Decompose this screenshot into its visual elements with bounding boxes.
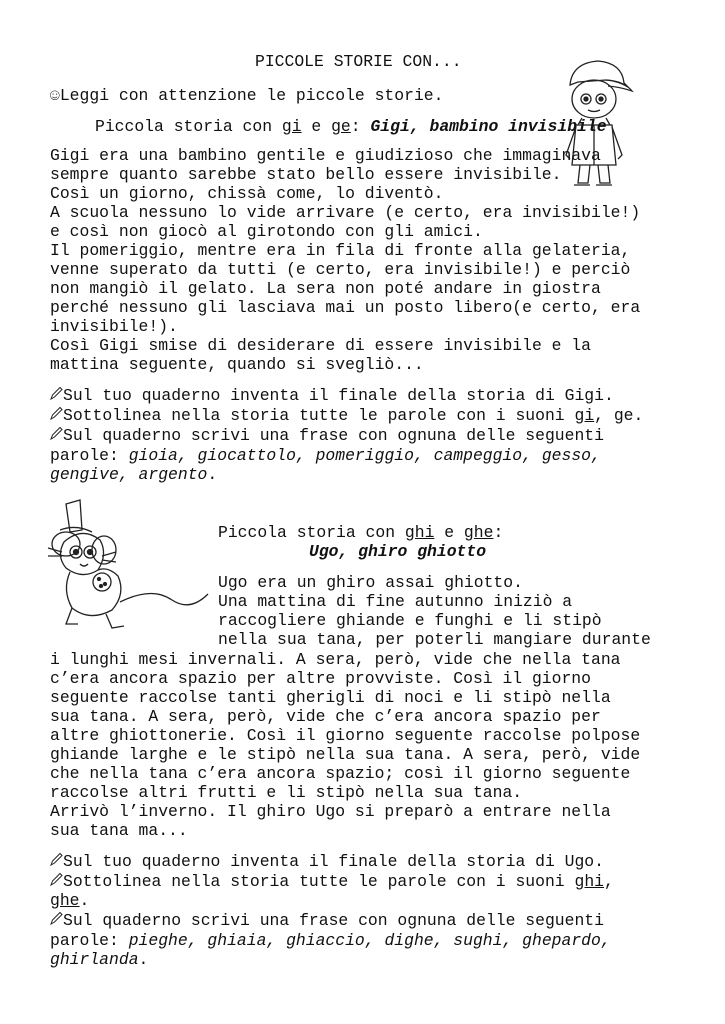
story-line: invisibile!). xyxy=(50,317,178,336)
pencil-icon xyxy=(50,386,63,400)
story-line: seguente raccolse tanti gherigli di noci e li stipò nella xyxy=(50,688,611,707)
task-words-line xyxy=(50,931,611,950)
story-line: Una mattina di fine autunno iniziò a xyxy=(218,592,573,611)
page-title: PICCOLE STORIE CON... xyxy=(255,52,462,71)
task-text: Sottolinea nella storia tutte le parole con i suoni xyxy=(63,406,575,425)
heading-and: e xyxy=(301,117,332,136)
story-line: c’era ancora spazio per altre provviste. Così il giorno xyxy=(50,669,591,688)
task-text: . xyxy=(138,950,149,969)
story2-heading xyxy=(218,523,503,542)
story-line: perché nessuno gli lasciava mai un posto libero(e certo, era xyxy=(50,298,641,317)
task-text: Sul tuo quaderno inventa il finale della storia di Gigi. xyxy=(63,386,614,405)
story-line: venne superato da tutti (e certo, era invisibile!) e perciò xyxy=(50,260,631,279)
task-item xyxy=(50,911,604,930)
story-line: Gigi era una bambino gentile e giudizioso che immaginava xyxy=(50,146,601,165)
sound-ghi: ghi xyxy=(574,872,604,891)
task-text: . xyxy=(79,891,90,910)
task-text: Sul tuo quaderno inventa il finale della storia di Ugo. xyxy=(63,852,604,871)
task-text: . xyxy=(207,465,218,484)
pencil-icon xyxy=(50,852,63,866)
word-list: pieghe, ghiaia, ghiaccio, dighe, sughi, ghepardo, xyxy=(128,931,611,950)
pencil-icon xyxy=(50,911,63,925)
word-list: gioia, giocattolo, pomeriggio, campeggio, gesso, xyxy=(128,446,601,465)
task-text: , xyxy=(604,872,614,891)
story-line: nella sua tana, per poterli mangiare durante xyxy=(218,630,651,649)
task-item xyxy=(50,852,604,871)
task-words-line xyxy=(50,446,601,465)
story-line: raccogliere ghiande e funghi e li stipò xyxy=(218,611,602,630)
heading-and: e xyxy=(434,523,464,542)
task-item xyxy=(50,872,614,891)
sound-ghe: ghe xyxy=(463,523,494,542)
task-item xyxy=(50,406,643,425)
story-line: non mangiò il gelato. La sera non poté andare in giostra xyxy=(50,279,601,298)
smiley-icon: ☺ xyxy=(50,86,60,105)
sound-gi: gi xyxy=(281,117,302,136)
instruction-line xyxy=(50,86,443,105)
task-item xyxy=(50,386,614,405)
story1-heading xyxy=(95,117,607,136)
task-words-line xyxy=(50,465,217,484)
story-line: ghiande larghe e le stipò nella sua tana. A sera, però, vide xyxy=(50,745,641,764)
story-line: mattina seguente, quando si svegliò... xyxy=(50,355,424,374)
heading-prefix: Piccola storia con xyxy=(95,117,282,136)
task-text: Sul quaderno scrivi una frase con ognuna delle seguenti xyxy=(63,911,604,930)
heading-colon: : xyxy=(493,523,504,542)
story-line: e così non giocò al girotondo con gli amici. xyxy=(50,222,483,241)
heading-prefix: Piccola storia con xyxy=(218,523,405,542)
story-line: Così un giorno, chissà come, lo diventò. xyxy=(50,184,444,203)
sound-ghe: ghe xyxy=(50,891,80,910)
story-line: Così Gigi smise di desiderare di essere invisibile e la xyxy=(50,336,591,355)
sound-ge: ge xyxy=(331,117,351,136)
story-line: altre ghiottonerie. Così il giorno seguente raccolse polpose xyxy=(50,726,641,745)
heading-colon: : xyxy=(350,117,371,136)
task-item xyxy=(50,426,604,445)
pencil-icon xyxy=(50,872,63,886)
task-text: parole: xyxy=(50,446,129,465)
word-list: ghirlanda xyxy=(50,950,139,969)
dormouse-illustration xyxy=(42,490,212,642)
story-line: sua tana. A sera, però, vide che c’era ancora spazio per xyxy=(50,707,601,726)
word-list: gengive, argento xyxy=(50,465,208,484)
story-line: Arrivò l’inverno. Il ghiro Ugo si preparò a entrare nella xyxy=(50,802,611,821)
pencil-icon xyxy=(50,406,63,420)
story-line: Ugo era un ghiro assai ghiotto. xyxy=(218,573,523,592)
task-text: , ge. xyxy=(594,406,644,425)
story-line: che nella tana c’era ancora spazio; così il giorno seguente xyxy=(50,764,631,783)
task-text: Sul quaderno scrivi una frase con ognuna delle seguenti xyxy=(63,426,604,445)
task-words-line xyxy=(50,950,148,969)
story-line: A scuola nessuno lo vide arrivare (e certo, era invisibile!) xyxy=(50,203,641,222)
instruction-text: Leggi con attenzione le piccole storie. xyxy=(59,86,444,105)
story-line: raccolse altri frutti e li stipò nella sua tana. xyxy=(50,783,523,802)
story2-title: Ugo, ghiro ghiotto xyxy=(309,542,487,561)
story1-title: Gigi, bambino invisibile xyxy=(370,117,607,136)
task-text: Sottolinea nella storia tutte le parole con i suoni xyxy=(63,872,575,891)
story-line: i lunghi mesi invernali. A sera, però, vide che nella tana xyxy=(50,650,621,669)
task-item-cont xyxy=(50,891,89,910)
sound-ghi: ghi xyxy=(404,523,435,542)
sound-gi: gi xyxy=(574,406,595,425)
story-line: Il pomeriggio, mentre era in fila di fronte alla gelateria, xyxy=(50,241,631,260)
task-text: parole: xyxy=(50,931,129,950)
pencil-icon xyxy=(50,426,63,440)
story-line: sua tana ma... xyxy=(50,821,188,840)
story-line: sempre quanto sarebbe stato bello essere invisibile. xyxy=(50,165,562,184)
